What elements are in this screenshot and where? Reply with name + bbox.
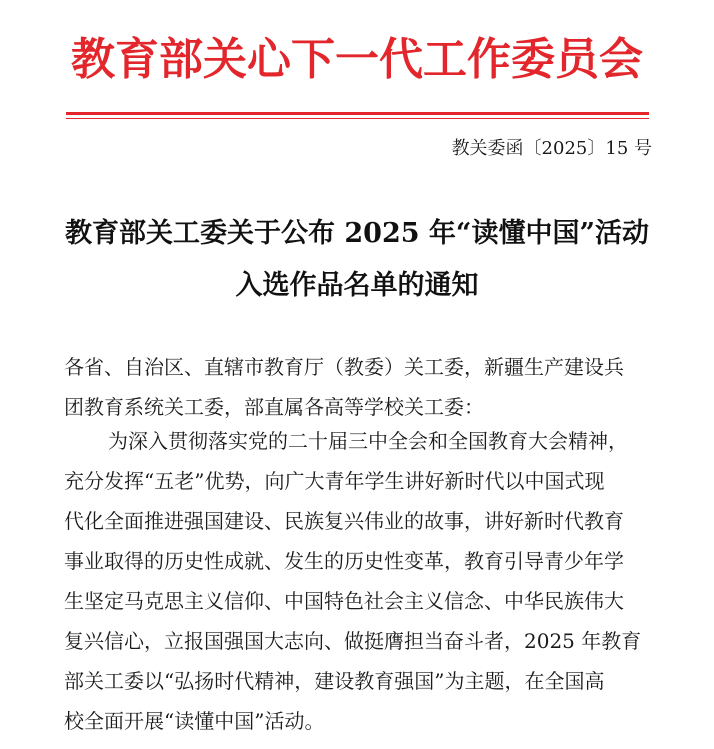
red-header-rule-thin [66,118,649,119]
addressee-line: 团教育系统关工委，部直属各高等学校关工委： [64,395,484,419]
addressee-paragraph [64,347,664,427]
body-line: 校全面开展“读懂中国”活动。 [64,709,325,733]
body-paragraph [64,421,664,741]
addressee-line: 各省、自治区、直辖市教育厅（教委）关工委，新疆生产建设兵 [64,355,624,379]
body-line: 代化全面推进强国建设、民族复兴伟业的故事，讲好新时代教育 [64,509,624,533]
notice-title-line-1: 教育部关工委关于公布 2025 年“读懂中国”活动 [64,218,649,249]
issuing-organization-header: 教育部关心下一代工作委员会 [71,34,643,85]
body-line: 为深入贯彻落实党的二十届三中全会和全国教育大会精神， [108,429,628,453]
document-number: 教关委函〔2025〕15 号 [451,138,652,159]
body-line: 事业取得的历史性成就、发生的历史性变革，教育引导青少年学 [64,549,624,573]
body-line: 部关工委以“弘扬时代精神，建设教育强国”为主题，在全国高 [64,669,605,693]
notice-title-line-2: 入选作品名单的通知 [235,270,479,301]
body-line: 复兴信心，立报国强国大志向、做挺膺担当奋斗者，2025 年教育 [64,629,642,653]
body-line: 生坚定马克思主义信仰、中国特色社会主义信念、中华民族伟大 [64,589,624,613]
body-line: 充分发挥“五老”优势，向广大青年学生讲好新时代以中国式现 [64,469,605,493]
red-header-rule [66,112,649,115]
